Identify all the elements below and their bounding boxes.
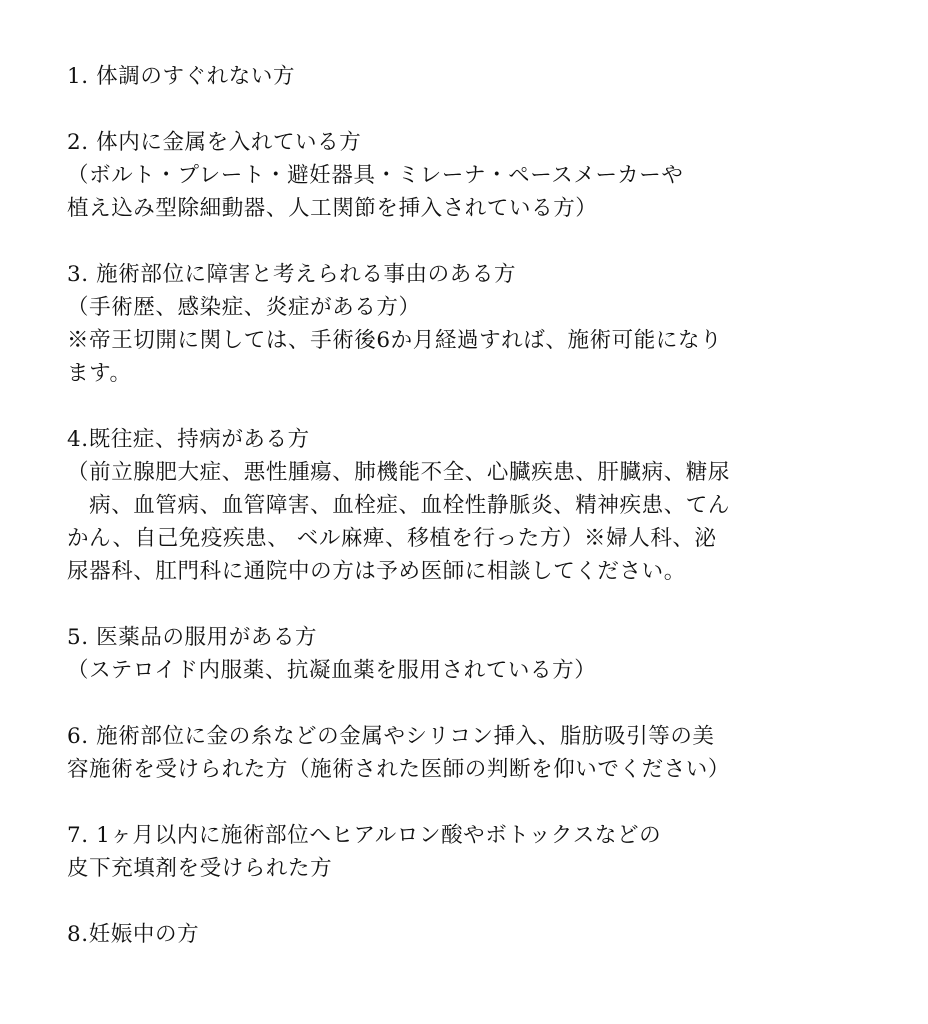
item-5-line-2: （ステロイド内服薬、抗凝血薬を服用されている方）	[67, 658, 597, 683]
list-item-6	[67, 720, 867, 786]
contraindication-list	[67, 60, 867, 984]
list-item-2	[67, 126, 867, 225]
item-3-line-3: ※帝王切開に関しては、手術後6か月経過すれば、施術可能になり	[67, 328, 723, 353]
item-2-line-3: 植え込み型除細動器、人工関節を挿入されている方）	[67, 196, 598, 221]
item-4-line-4: かん、自己免疫疾患、 ベル麻痺、移植を行った方）※婦人科、泌	[67, 526, 717, 551]
item-4-line-1: 4.既往症、持病がある方	[67, 427, 310, 452]
list-item-5	[67, 621, 867, 687]
list-item-3	[67, 258, 867, 390]
item-7-line-1: 7. 1ヶ月以内に施術部位へヒアルロン酸やボトックスなどの	[67, 823, 662, 848]
item-7-line-2: 皮下充填剤を受けられた方	[67, 856, 333, 881]
item-6-line-1: 6. 施術部位に金の糸などの金属やシリコン挿入、脂肪吸引等の美	[67, 724, 715, 749]
item-2-line-2: （ボルト・プレート・避妊器具・ミレーナ・ペースメーカーや	[67, 163, 684, 188]
item-1-line-1: 1. 体調のすぐれない方	[67, 64, 296, 89]
item-8-line-1: 8.妊娠中の方	[67, 922, 200, 947]
item-3-line-1: 3. 施術部位に障害と考えられる事由のある方	[67, 262, 517, 287]
item-6-line-2: 容施術を受けられた方（施術された医師の判断を仰いでください）	[67, 757, 731, 782]
list-item-1	[67, 60, 867, 93]
item-4-line-3: 病、血管病、血管障害、血栓症、血栓性静脈炎、精神疾患、てん	[67, 493, 731, 518]
list-item-8	[67, 918, 867, 951]
item-3-line-2: （手術歴、感染症、炎症がある方）	[67, 295, 421, 320]
item-4-line-5: 尿器科、肛門科に通院中の方は予め医師に相談してください。	[67, 559, 686, 584]
item-2-line-1: 2. 体内に金属を入れている方	[67, 130, 362, 155]
item-3-line-4: ます。	[67, 361, 132, 386]
list-item-7	[67, 819, 867, 885]
list-item-4	[67, 423, 867, 588]
item-5-line-1: 5. 医薬品の服用がある方	[67, 625, 318, 650]
item-4-line-2: （前立腺肥大症、悪性腫瘍、肺機能不全、心臓疾患、肝臓病、糖尿	[67, 460, 731, 485]
